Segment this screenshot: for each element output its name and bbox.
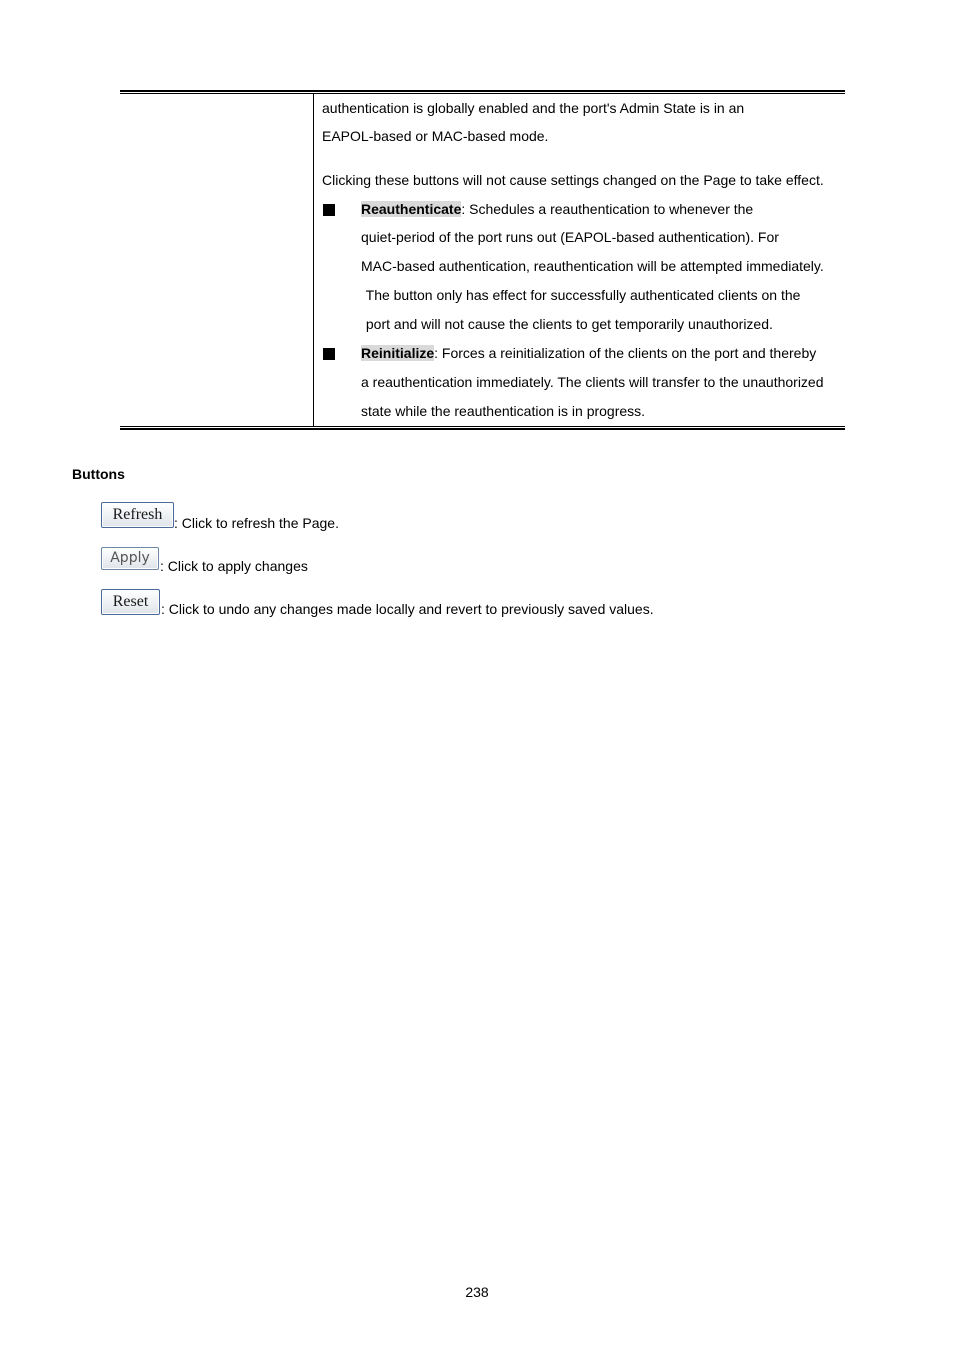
table-column-divider (313, 94, 314, 426)
reauthenticate-line: MAC-based authentication, reauthentication will be attempted immediately. (361, 258, 824, 274)
bullet-square-icon (323, 204, 335, 216)
table-bottom-rule-thin (120, 426, 845, 427)
table-bottom-rule (120, 428, 845, 430)
reset-button-description: : Click to undo any changes made locally and revert to previously saved values. (161, 601, 654, 617)
note-text: Clicking these buttons will not cause settings changed on the Page to take effect. (322, 172, 824, 188)
refresh-button-row (101, 502, 339, 532)
reinitialize-term: Reinitialize (361, 345, 435, 361)
description-table (120, 90, 845, 431)
intro-line: EAPOL-based or MAC-based mode. (322, 128, 549, 144)
apply-button-row (101, 547, 308, 577)
reinitialize-first-line-text: : Forces a reinitialization of the clients on the port and thereby (434, 345, 817, 361)
reauthenticate-line: quiet-period of the port runs out (EAPOL-based authentication). For (361, 229, 779, 245)
reauthenticate-line: The button only has effect for successfully authenticated clients on the (362, 287, 801, 303)
bullet-square-icon (323, 348, 335, 360)
refresh-button[interactable]: Refresh (101, 502, 174, 528)
reauthenticate-line: port and will not cause the clients to get temporarily unauthorized. (362, 316, 773, 332)
table-top-rule (120, 90, 845, 92)
reauthenticate-first-line (361, 195, 753, 224)
reinitialize-line: state while the reauthentication is in progress. (361, 403, 646, 419)
reinitialize-first-line (361, 339, 816, 368)
apply-button-description: : Click to apply changes (160, 558, 308, 574)
page-number: 238 (465, 1284, 489, 1300)
intro-line: authentication is globally enabled and the port's Admin State is in an (322, 100, 745, 116)
buttons-section-heading: Buttons (72, 466, 125, 482)
reset-button[interactable]: Reset (101, 589, 160, 615)
apply-button[interactable]: Apply (101, 547, 159, 570)
refresh-button-description: : Click to refresh the Page. (174, 515, 339, 531)
reset-button-row (101, 589, 654, 619)
reauthenticate-term: Reauthenticate (361, 201, 462, 217)
reauthenticate-first-line-text: : Schedules a reauthentication to whenever the (461, 201, 754, 217)
reinitialize-line: a reauthentication immediately. The clients will transfer to the unauthorized (361, 374, 824, 390)
